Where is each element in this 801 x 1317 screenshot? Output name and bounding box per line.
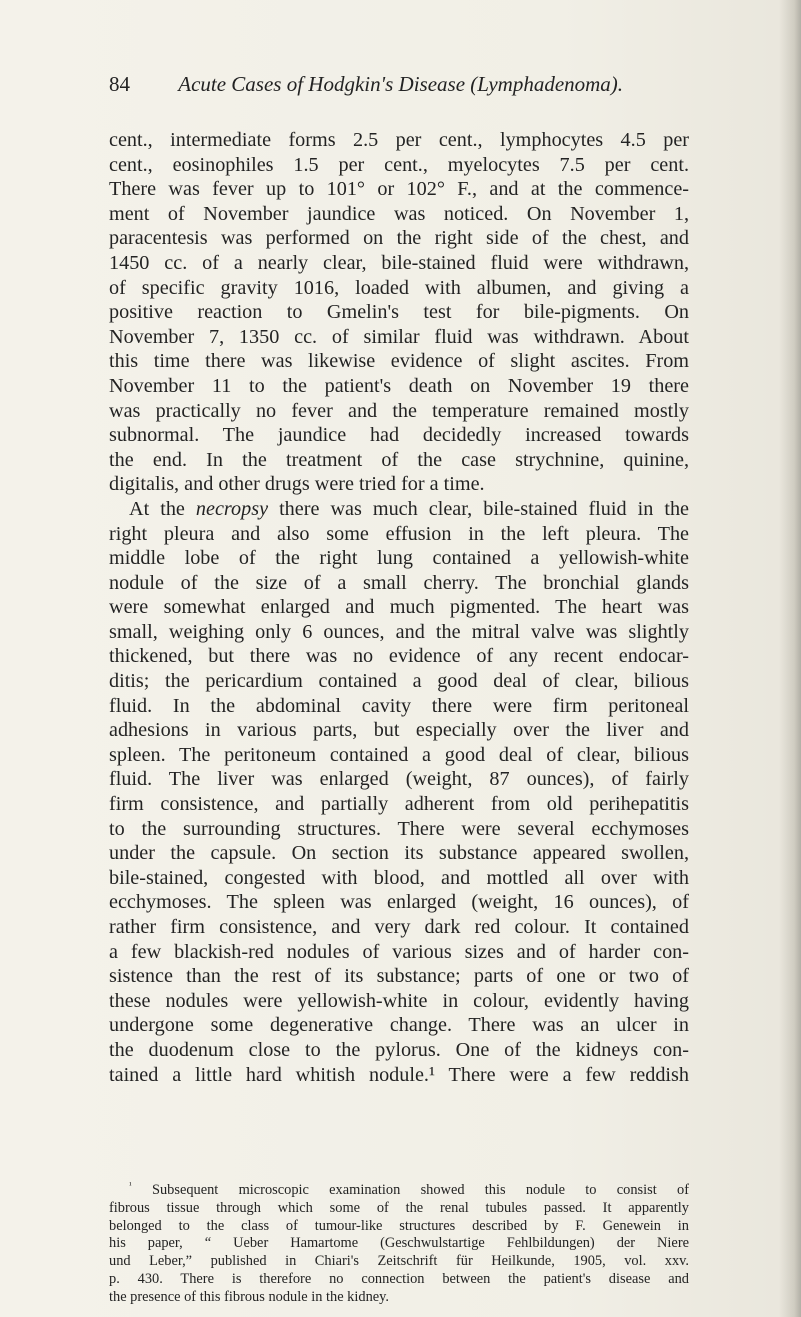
- text-line: a few blackish-red nodules of various sizes and of harder con-: [109, 940, 689, 963]
- text-line: fluid. In the abdominal cavity there were firm peritoneal: [109, 694, 689, 717]
- text-line: paracentesis was performed on the right side of the chest, and: [109, 227, 689, 250]
- text-line: November 7, 1350 cc. of similar fluid was withdrawn. About: [109, 325, 689, 348]
- text-line: ment of November jaundice was noticed. On November 1,: [109, 202, 689, 225]
- text-line: adhesions in various parts, but especially over the liver and: [109, 719, 689, 742]
- footnote-line: belonged to the class of tumour-like structures described by F. Genewein in: [109, 1217, 689, 1234]
- text-line: subnormal. The jaundice had decidedly increased towards: [109, 424, 689, 447]
- page-number: 84: [109, 72, 130, 96]
- footnote-line: the presence of this fibrous nodule in the kidney.: [109, 1288, 390, 1305]
- body-text: [109, 128, 689, 1087]
- text-line: There was fever up to 101° or 102° F., and at the commence-: [109, 178, 689, 201]
- page-edge-shadow: [779, 0, 801, 1317]
- footnote-marker: ¹: [129, 1182, 132, 1191]
- text-line: rather firm consistence, and very dark red colour. It contained: [109, 916, 689, 938]
- footnote-line: [109, 1182, 689, 1200]
- necropsy-emphasis: necropsy: [195, 497, 269, 520]
- text-line: small, weighing only 6 ounces, and the mitral valve was slightly: [109, 620, 689, 643]
- paragraph-end-line: digitalis, and other drugs were tried for a time.: [109, 473, 485, 496]
- text-line: November 11 to the patient's death on November 19 there: [109, 374, 689, 397]
- text-line: right pleura and also some effusion in the left pleura. The: [109, 522, 689, 545]
- text-line: the duodenum close to the pylorus. One of the kidneys con-: [109, 1038, 689, 1061]
- text-line: spleen. The peritoneum contained a good deal of clear, bilious: [109, 743, 689, 766]
- text-line: tained a little hard whitish nodule.¹ There were a few reddish: [109, 1063, 689, 1086]
- text-line: cent., intermediate forms 2.5 per cent., lymphocytes 4.5 per: [109, 129, 689, 151]
- text-line: thickened, but there was no evidence of any recent endocar-: [109, 645, 689, 668]
- text-line: fluid. The liver was enlarged (weight, 87 ounces), of fairly: [109, 768, 689, 791]
- text-line: the end. In the treatment of the case strychnine, quinine,: [109, 448, 689, 471]
- footnote-line: und Leber,” published in Chiari's Zeitschrift für Heilkunde, 1905, vol. xxv.: [109, 1253, 689, 1270]
- text-line: ditis; the pericardium contained a good deal of clear, bilious: [109, 670, 689, 693]
- text-line: firm consistence, and partially adherent from old perihepatitis: [109, 793, 689, 816]
- footnote-line: fibrous tissue through which some of the renal tubules passed. It apparently: [109, 1199, 689, 1216]
- footnote-line: his paper, “ Ueber Hamartome (Geschwulstartige Fehlbildungen) der Niere: [109, 1235, 689, 1252]
- text-line: to the surrounding structures. There were several ecchymoses: [109, 817, 689, 840]
- text-line: 1450 cc. of a nearly clear, bile-stained fluid were withdrawn,: [109, 251, 689, 274]
- running-title: Acute Cases of Hodgkin's Disease (Lymphadenoma).: [178, 72, 624, 96]
- text-line: were somewhat enlarged and much pigmented. The heart was: [109, 596, 689, 619]
- text-line: of specific gravity 1016, loaded with albumen, and giving a: [109, 276, 689, 299]
- footnote-line: p. 430. There is therefore no connection between the patient's disease and: [109, 1270, 689, 1287]
- text-line: undergone some degenerative change. There was an ulcer in: [109, 1014, 689, 1037]
- text-line: sistence than the rest of its substance; parts of one or two of: [109, 965, 689, 988]
- footnote: [109, 1182, 689, 1307]
- text-line: cent., eosinophiles 1.5 per cent., myelocytes 7.5 per cent.: [109, 153, 689, 176]
- text-line: this time there was likewise evidence of slight ascites. From: [109, 350, 689, 373]
- text-line: nodule of the size of a small cherry. The bronchial glands: [109, 571, 689, 594]
- text-line: positive reaction to Gmelin's test for bile-pigments. On: [109, 301, 689, 324]
- text-line: these nodules were yellowish-white in colour, evidently having: [109, 989, 689, 1012]
- paragraph-start-line: At the necropsy there was much clear, bile-stained fluid in the: [129, 497, 689, 520]
- text-line: middle lobe of the right lung contained a yellowish-white: [109, 547, 689, 570]
- text-line: under the capsule. On section its substance appeared swollen,: [109, 842, 689, 865]
- text-line: bile-stained, congested with blood, and mottled all over with: [109, 866, 689, 889]
- footnote-text: Subsequent microscopic examination showed this nodule to consist of: [151, 1182, 689, 1198]
- text-line: ecchymoses. The spleen was enlarged (weight, 16 ounces), of: [109, 891, 689, 914]
- page-header: [109, 70, 709, 98]
- text-line: was practically no fever and the temperature remained mostly: [109, 399, 689, 422]
